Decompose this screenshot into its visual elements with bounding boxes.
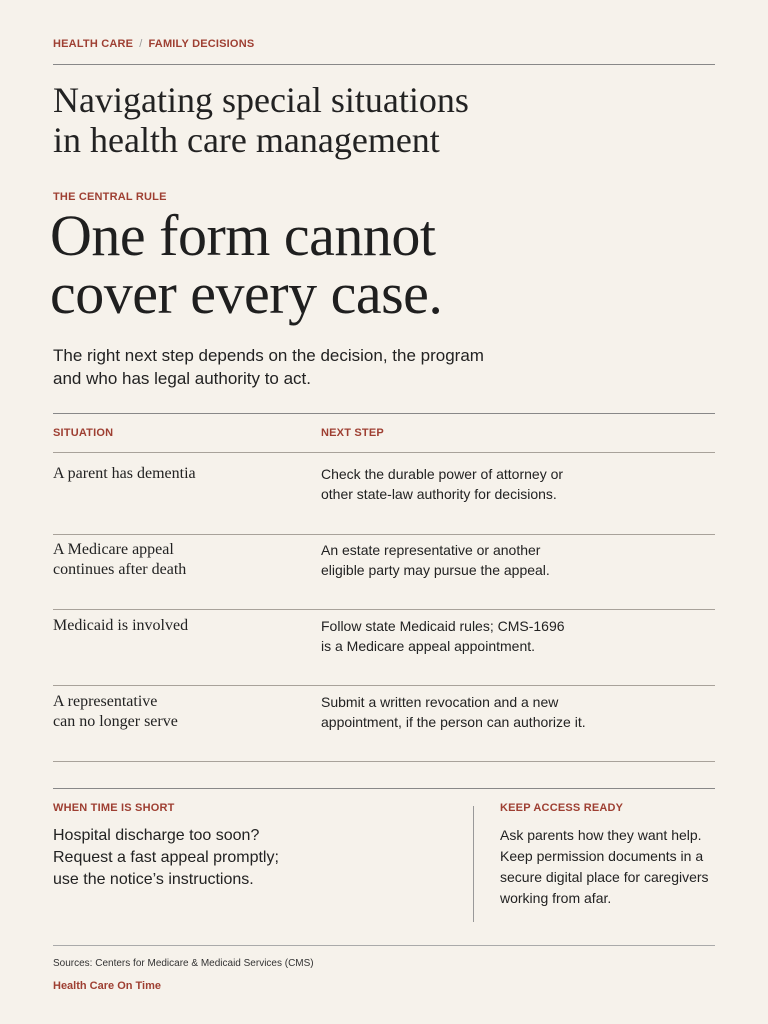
intro-line-1: The right next step depends on the decision, the program	[53, 346, 484, 365]
table-row-situation	[53, 692, 293, 732]
table-bottom-divider	[53, 761, 715, 762]
access-ready-heading: KEEP ACCESS READY	[500, 802, 624, 814]
central-rule-eyebrow: THE CENTRAL RULE	[53, 191, 167, 203]
column-header-next-step: NEXT STEP	[321, 427, 384, 439]
page-title-line-1: Navigating special situations	[53, 80, 469, 120]
next-step-line: Submit a written revocation and a new	[321, 694, 559, 710]
central-rule-line-2: cover every case.	[50, 261, 443, 326]
header-divider	[53, 64, 715, 65]
next-step-line: appointment, if the person can authorize it.	[321, 714, 586, 730]
next-step-line: other state-law authority for decisions.	[321, 486, 557, 502]
table-row-situation	[53, 464, 293, 484]
breadcrumb	[53, 38, 254, 50]
column-header-situation: SITUATION	[53, 427, 114, 439]
next-step-line: Follow state Medicaid rules; CMS-1696	[321, 618, 565, 634]
callouts-divider	[53, 788, 715, 789]
time-short-line: Hospital discharge too soon?	[53, 827, 260, 844]
situation-text: A representative	[53, 693, 158, 710]
table-top-divider	[53, 413, 715, 414]
situation-text: Medicaid is involved	[53, 617, 189, 634]
central-rule-statement	[50, 203, 443, 326]
access-ready-line: secure digital place for caregivers	[500, 869, 709, 885]
table-row-divider	[53, 685, 715, 686]
situation-text: can no longer serve	[53, 713, 178, 730]
situation-text: continues after death	[53, 561, 187, 578]
time-short-line: Request a fast appeal promptly;	[53, 849, 279, 866]
table-row-divider	[53, 609, 715, 610]
access-ready-text	[500, 825, 720, 909]
table-row-divider	[53, 534, 715, 535]
table-row-situation	[53, 616, 293, 636]
table-row-next-step	[321, 464, 681, 504]
table-header-divider	[53, 452, 715, 453]
situation-text: A parent has dementia	[53, 465, 196, 482]
column-divider	[473, 806, 474, 922]
next-step-line: An estate representative or another	[321, 542, 541, 558]
next-step-line: eligible party may pursue the appeal.	[321, 562, 550, 578]
time-short-line: use the notice’s instructions.	[53, 871, 254, 888]
page-title	[53, 80, 469, 160]
breadcrumb-separator: /	[139, 38, 143, 50]
central-rule-intro	[53, 344, 523, 390]
brand-name[interactable]: Health Care On Time	[53, 980, 161, 992]
access-ready-line: working from afar.	[500, 890, 612, 906]
situation-text: A Medicare appeal	[53, 541, 174, 558]
footer-divider	[53, 945, 715, 946]
breadcrumb-section[interactable]: HEALTH CARE	[53, 38, 134, 50]
page-title-line-2: in health care management	[53, 120, 440, 160]
breadcrumb-subsection[interactable]: FAMILY DECISIONS	[148, 38, 255, 50]
table-row-situation	[53, 540, 293, 580]
central-rule-line-1: One form cannot	[50, 203, 436, 268]
access-ready-line: Keep permission documents in a	[500, 848, 704, 864]
table-row-next-step	[321, 692, 681, 732]
intro-line-2: and who has legal authority to act.	[53, 369, 311, 388]
table-row-next-step	[321, 616, 681, 656]
next-step-line: is a Medicare appeal appointment.	[321, 638, 536, 654]
time-short-text	[53, 825, 353, 891]
time-short-heading: WHEN TIME IS SHORT	[53, 802, 175, 814]
sources-note: Sources: Centers for Medicare & Medicaid Services (CMS)	[53, 958, 314, 969]
access-ready-line: Ask parents how they want help.	[500, 827, 702, 843]
table-row-next-step	[321, 540, 681, 580]
next-step-line: Check the durable power of attorney or	[321, 466, 564, 482]
